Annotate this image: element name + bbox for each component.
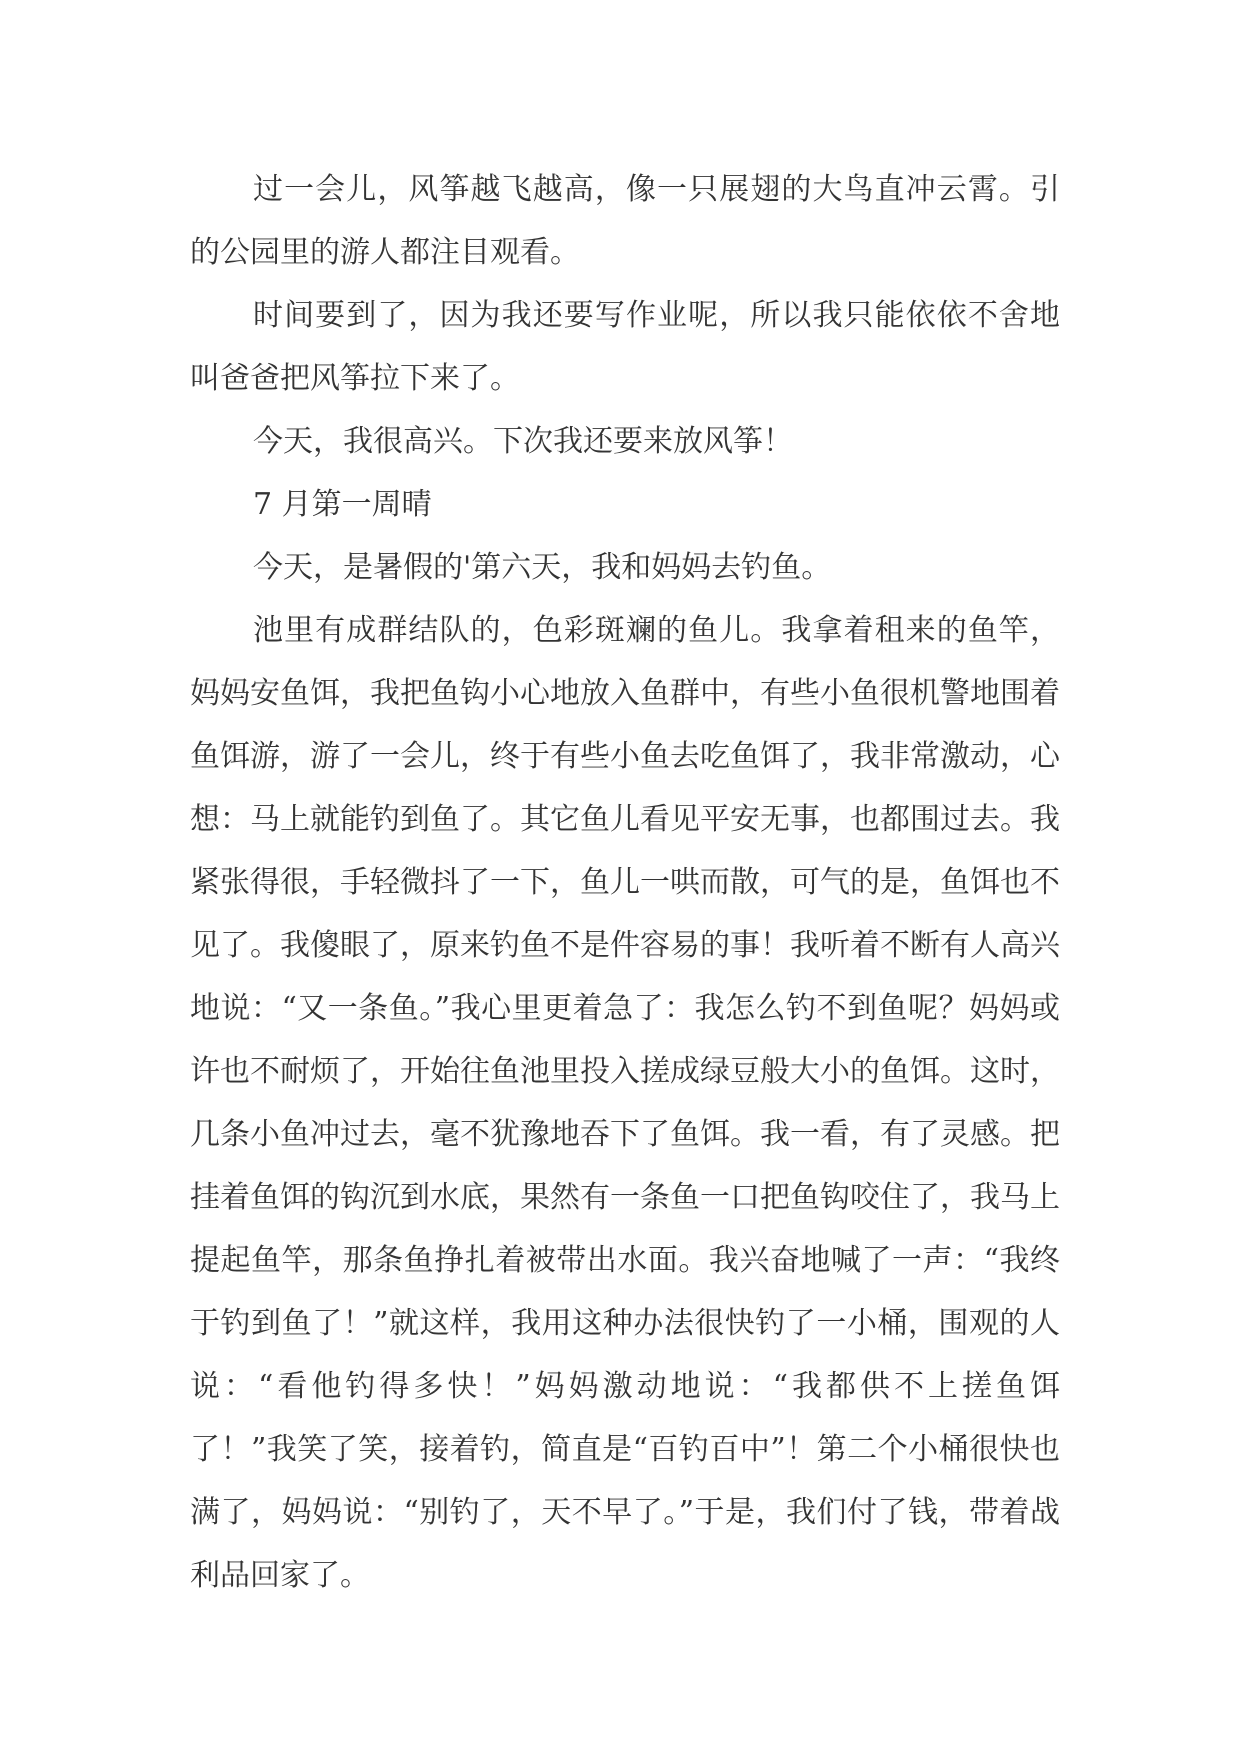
paragraph-fishing-story: 池里有成群结队的，色彩斑斓的鱼儿。我拿着租来的鱼竿，妈妈安鱼饵，我把鱼钩小心地放入鱼群中，有些小鱼很机警地围着鱼饵游，游了一会儿，终于有些小鱼去吃鱼饵了，我非常激动，心想：马上就能钓到鱼了。其它鱼儿看见平安无事，也都围过去。我紧张得很，手轻微抖了一下，鱼儿一哄而散，可气的是，鱼饵也不见了。我傻眼了，原来钓鱼不是件容易的事！我听着不断有人高兴地说：“又一条鱼。”我心里更着急了：我怎么钓不到鱼呢？妈妈或许也不耐烦了，开始往鱼池里投入搓成绿豆般大小的鱼饵。这时，几条小鱼冲过去，毫不犹豫地吞下了鱼饵。我一看，有了灵感。把挂着鱼饵的钩沉到水底，果然有一条鱼一口把鱼钩咬住了，我马上提起鱼竿，那条鱼挣扎着被带出水面。我兴奋地喊了一声：“我终于钓到鱼了！”就这样，我用这种办法很快钓了一小桶，围观的人说：“看他钓得多快！”妈妈激动地说：“我都供不上搓鱼饵了！”我笑了笑，接着钓，简直是“百钓百中”！第二个小桶很快也满了，妈妈说：“别钓了，天不早了。”于是，我们付了钱，带着战利品回家了。	[190, 613, 1060, 1593]
document-body	[190, 158, 1060, 1607]
paragraph-sixth-day: 今天，是暑假的'第六天，我和妈妈去钓鱼。	[253, 550, 832, 585]
paragraph-happy-today: 今天，我很高兴。下次我还要来放风筝！	[253, 424, 793, 459]
diary-date-line: 7 月第一周晴	[253, 487, 432, 522]
paragraph-kite-high: 过一会儿，风筝越飞越高，像一只展翅的大鸟直冲云霄。引的公园里的游人都注目观看。	[190, 172, 1060, 270]
paragraph-time-up: 时间要到了，因为我还要写作业呢，所以我只能依依不舍地叫爸爸把风筝拉下来了。	[190, 298, 1060, 396]
